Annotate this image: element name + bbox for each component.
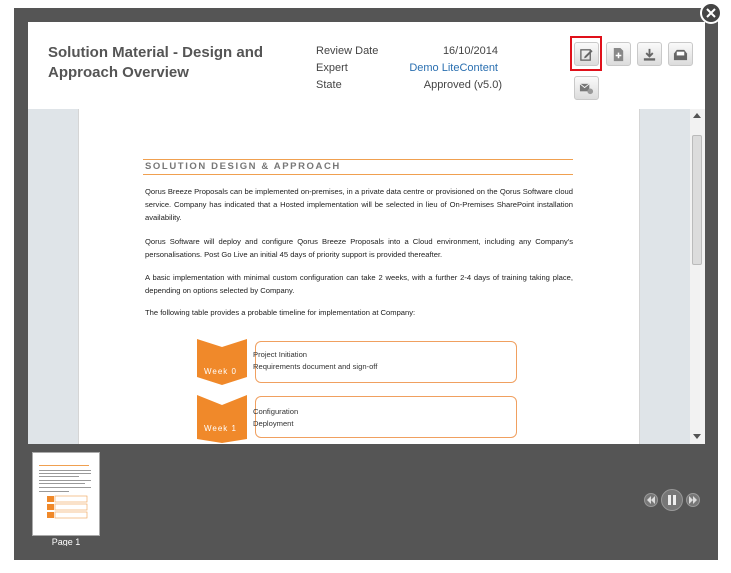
- pause-button[interactable]: [661, 489, 683, 511]
- close-icon: [702, 4, 720, 22]
- pause-icon: [667, 495, 677, 505]
- document-viewer: [28, 109, 690, 444]
- print-icon: [673, 47, 688, 62]
- timeline-week0-label: Week 0: [204, 367, 237, 376]
- expert-link[interactable]: Demo LiteContent: [409, 62, 498, 74]
- timeline-week0-item1: Project Initiation: [253, 350, 308, 359]
- meta-label-state: State: [316, 79, 342, 91]
- paragraph-3: A basic implementation with minimal custom configuration can take 2 weeks, with a further 2-4 days of training taking place, depending on options selected by Company.: [145, 273, 573, 295]
- previous-page-button[interactable]: [644, 493, 658, 507]
- page-thumbnail-1[interactable]: [32, 452, 100, 536]
- next-page-button[interactable]: [686, 493, 700, 507]
- timeline-week1-label: Week 1: [204, 424, 237, 433]
- page-thumbnail-label: Page 1: [51, 537, 81, 546]
- timeline-week0-item2: Requirements document and sign-off: [253, 362, 378, 371]
- week0-chevron-shape: [197, 339, 247, 385]
- share-button[interactable]: [574, 76, 599, 100]
- download-icon: [642, 47, 657, 62]
- scroll-down-arrow-icon[interactable]: [693, 434, 701, 439]
- add-document-button[interactable]: [606, 42, 631, 66]
- paragraph-1: Qorus Breeze Proposals can be implemented on-premises, in a private data centre or provisioned on the Qorus Software cloud service. Company has indicated that a Hosted implementation will be selected in lieu of On-Premises SharePoint installation availability.: [145, 187, 573, 222]
- vertical-scrollbar[interactable]: [690, 109, 705, 444]
- week1-chevron-shape: [197, 395, 247, 443]
- scrollbar-thumb[interactable]: [692, 135, 702, 265]
- download-button[interactable]: [637, 42, 662, 66]
- document-page: [78, 109, 640, 444]
- paragraph-4: The following table provides a probable timeline for implementation at Company:: [145, 308, 416, 317]
- fast-forward-icon: [689, 496, 697, 504]
- meta-label-review-date: Review Date: [316, 45, 379, 57]
- page-thumbnail-preview: [33, 453, 99, 535]
- scroll-up-arrow-icon[interactable]: [693, 113, 701, 118]
- document-preview-dialog: [28, 22, 705, 546]
- meta-value-state: Approved (v5.0): [423, 79, 502, 91]
- meta-value-review-date: 16/10/2014: [442, 45, 498, 57]
- add-document-icon: [611, 47, 626, 62]
- section-heading: SOLUTION DESIGN & APPROACH: [145, 161, 341, 172]
- edit-button-highlight: [570, 36, 602, 71]
- share-icon: [579, 81, 594, 96]
- close-dialog-button[interactable]: [700, 2, 722, 24]
- rewind-icon: [647, 496, 655, 504]
- timeline-week1-item2: Deployment: [253, 419, 294, 428]
- section-rule-top: [143, 159, 573, 160]
- paragraph-2: Qorus Software will deploy and configure Qorus Breeze Proposals into a Cloud environment, including any Company's personalisations. Post Go Live an initial 45 days of priority support is provided thereafter.: [145, 237, 573, 259]
- section-rule-bottom: [143, 174, 573, 175]
- document-title: Solution Material - Design and Approach Overview: [48, 44, 264, 81]
- timeline-week1-item1: Configuration: [253, 407, 299, 416]
- thumbnail-filmstrip: [28, 444, 705, 546]
- print-button[interactable]: [668, 42, 693, 66]
- meta-label-expert: Expert: [316, 62, 348, 74]
